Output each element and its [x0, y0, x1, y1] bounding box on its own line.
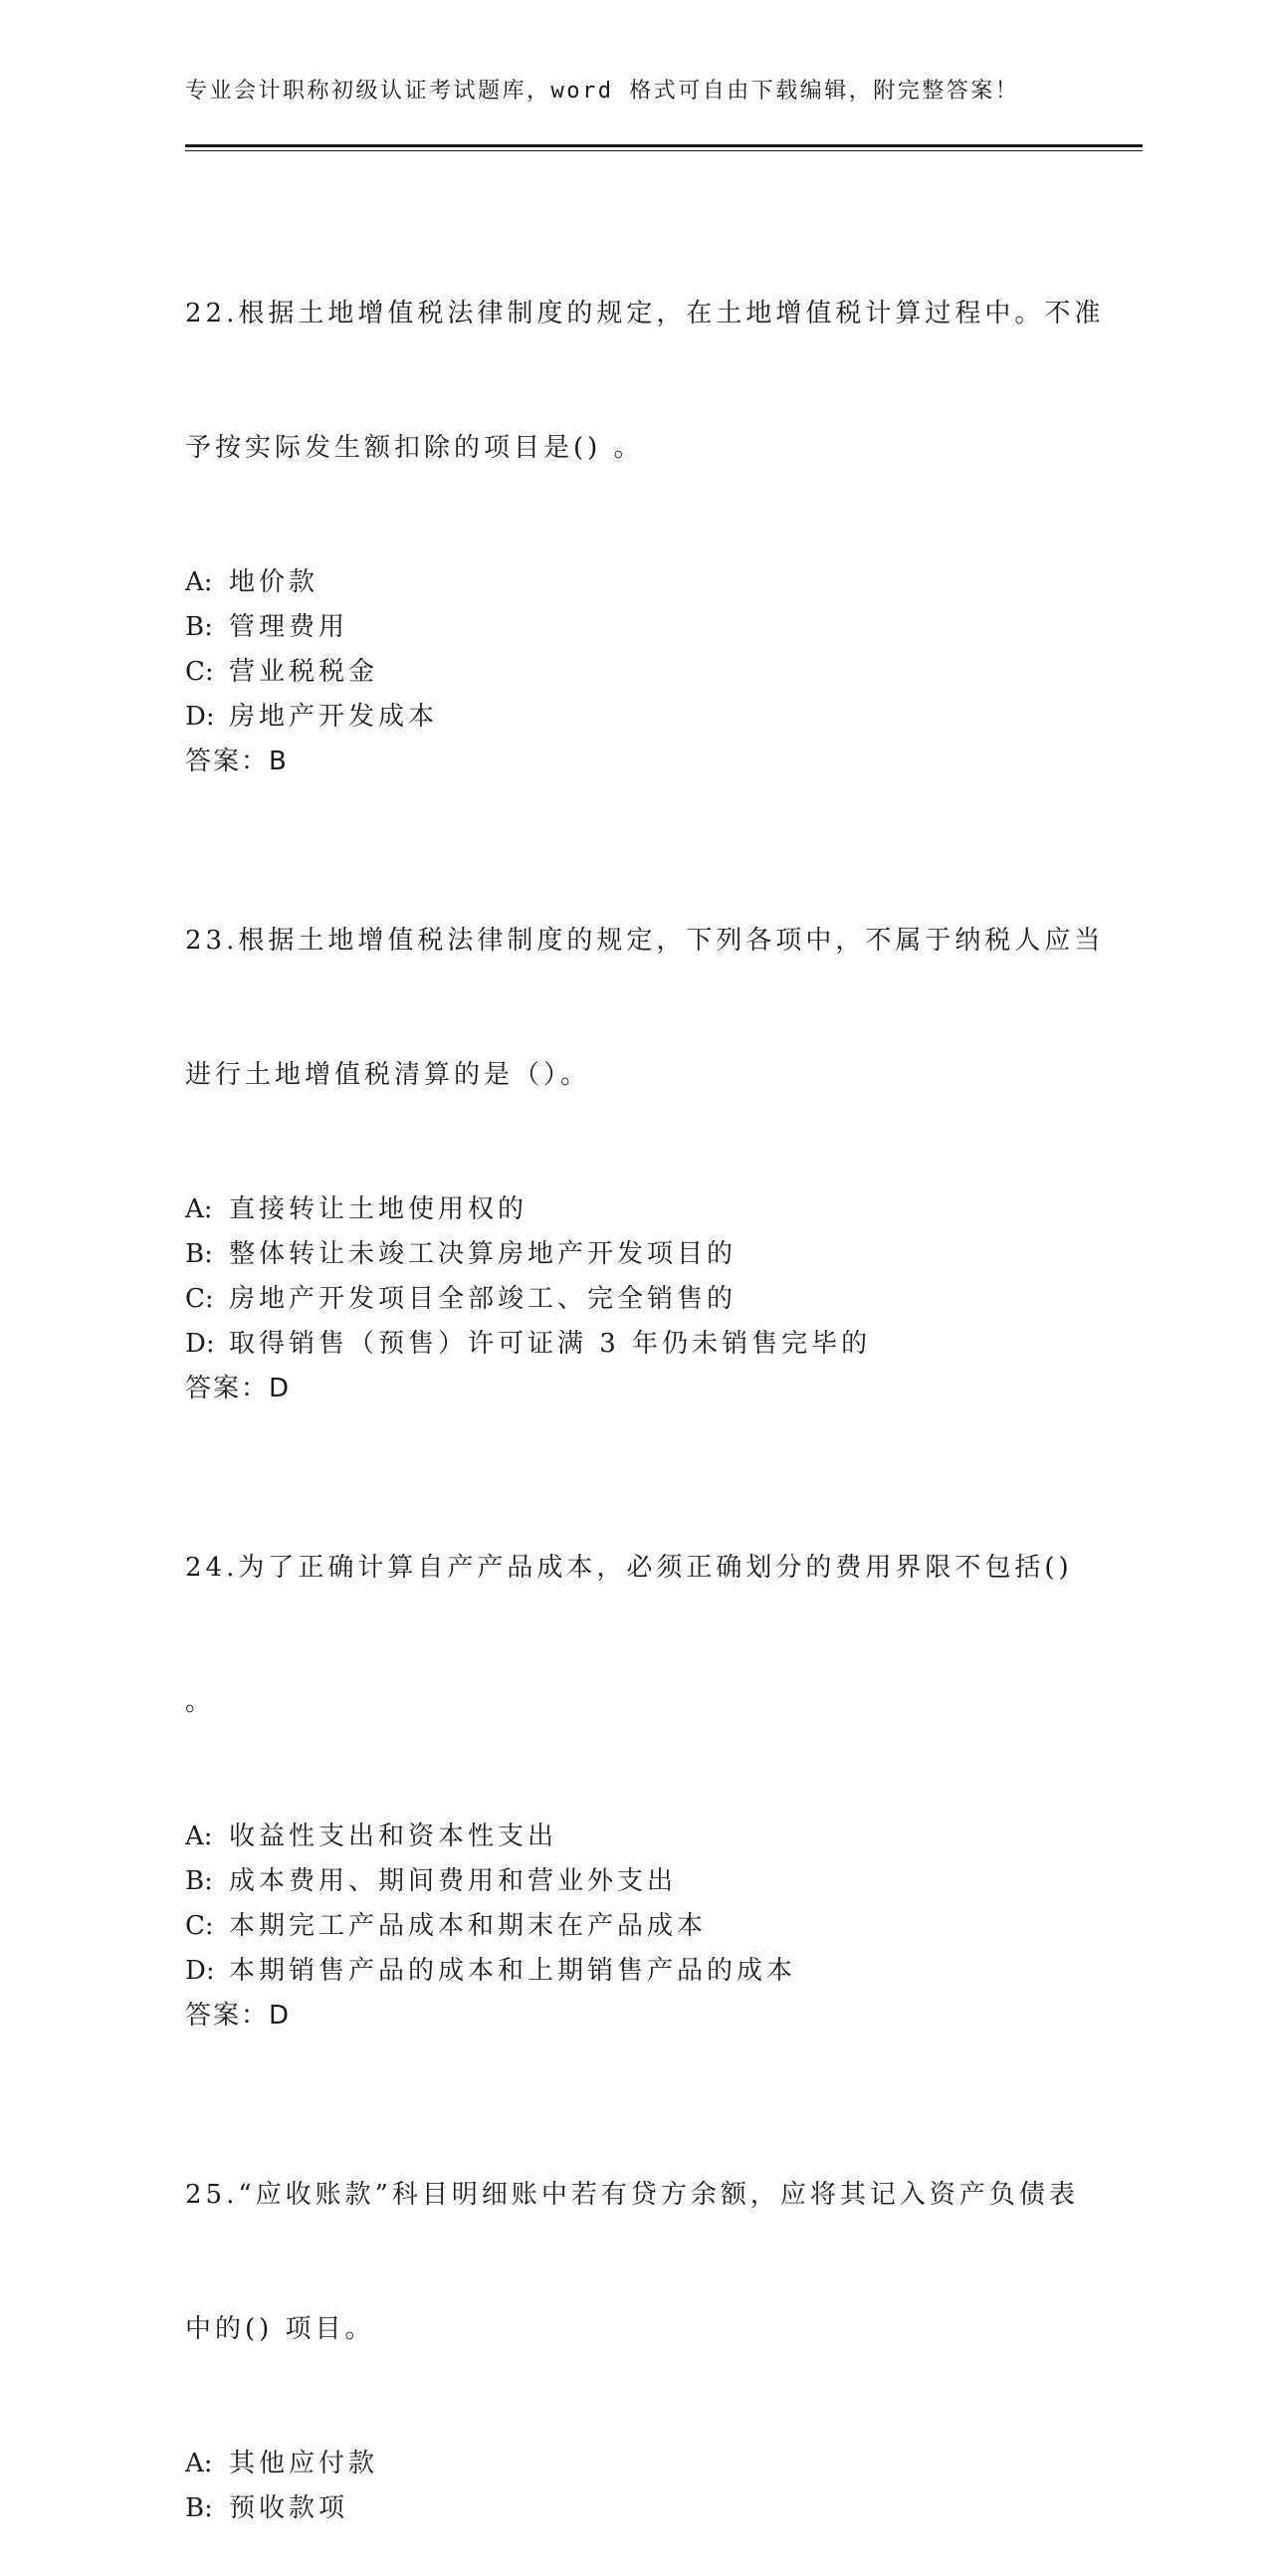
- answer-line: 答案：D: [185, 1374, 292, 1403]
- option-letter: B:: [185, 1239, 213, 1269]
- question-list: [185, 202, 1105, 2576]
- option-text: 整体转让未竣工决算房地产开发项目的: [229, 1239, 738, 1269]
- option-c: [185, 1904, 1081, 1949]
- question-stem: [185, 2083, 1081, 2442]
- option-b: [185, 605, 1081, 650]
- option-letter: A:: [185, 2449, 213, 2478]
- stem-line: 。: [185, 1687, 216, 1717]
- option-text: 收益性支出和资本性支出: [229, 1822, 558, 1851]
- option-text: 房地产开发成本: [229, 702, 439, 732]
- option-d: [185, 1949, 1081, 1994]
- option-letter: C:: [185, 1911, 214, 1941]
- option-a: [185, 1815, 1081, 1859]
- stem-line: 进行土地增值税清算的是（）。: [185, 1060, 591, 1090]
- option-letter: D:: [185, 1329, 215, 1359]
- option-letter: B:: [185, 612, 213, 642]
- option-text: 房地产开发项目全部竣工、完全销售的: [229, 1284, 738, 1314]
- option-d: [185, 1322, 1081, 1367]
- option-text: 成本费用、期间费用和营业外支出: [229, 1866, 678, 1896]
- header-rule-thin: [185, 150, 1143, 151]
- option-text: 直接转让土地使用权的: [229, 1194, 529, 1224]
- option-c: [185, 1277, 1081, 1322]
- question-23: [185, 829, 1105, 1411]
- option-a: [185, 560, 1081, 605]
- option-a: [185, 2442, 1081, 2486]
- option-text: 管理费用: [229, 612, 349, 642]
- stem-line: 25.“应收账款”科目明细账中若有贷方余额，应将其记入资产负债表: [185, 2180, 1079, 2210]
- option-letter: A:: [185, 567, 213, 597]
- option-text: 其他应付款: [229, 2449, 379, 2478]
- option-letter: A:: [185, 1822, 213, 1851]
- option-text: 地价款: [229, 567, 319, 597]
- answer-line: 答案：B: [185, 747, 289, 776]
- stem-line: 24.为了正确计算自产产品成本，必须正确划分的费用界限不包括(): [185, 1553, 1073, 1583]
- option-d: [185, 695, 1081, 740]
- option-text: 本期销售产品的成本和上期销售产品的成本: [229, 1956, 797, 1986]
- header-rule-thick: [185, 144, 1143, 147]
- option-text: 营业税税金: [229, 657, 379, 687]
- option-letter: B:: [185, 1866, 213, 1896]
- option-a: [185, 1187, 1081, 1232]
- option-letter: A:: [185, 1194, 213, 1224]
- page-header: 专业会计职称初级认证考试题库，word 格式可自由下载编辑，附完整答案！: [185, 79, 1020, 104]
- option-b: [185, 2486, 1081, 2531]
- option-text: 本期完工产品成本和期末在产品成本: [229, 1911, 708, 1941]
- question-stem: [185, 1456, 1081, 1815]
- option-text: 预收款项: [229, 2493, 349, 2523]
- option-letter: C:: [185, 657, 214, 687]
- option-letter: C:: [185, 1284, 214, 1314]
- option-b: [185, 1232, 1081, 1277]
- question-22: [185, 202, 1105, 784]
- answer-line: 答案：D: [185, 2001, 292, 2031]
- option-letter: D:: [185, 1956, 215, 1986]
- option-text: 取得销售（预售）许可证满 3 年仍未销售完毕的: [229, 1329, 872, 1359]
- question-25: [185, 2083, 1081, 2531]
- question-stem: [185, 829, 1105, 1187]
- stem-line: 23.根据土地增值税法律制度的规定，下列各项中，不属于纳税人应当: [185, 926, 1105, 956]
- question-24: [185, 1456, 1081, 2039]
- stem-line: 予按实际发生额扣除的项目是() 。: [185, 433, 644, 463]
- stem-line: 中的() 项目。: [185, 2314, 375, 2344]
- option-c: [185, 650, 1081, 695]
- question-stem: [185, 202, 1105, 560]
- stem-line: 22.根据土地增值税法律制度的规定，在土地增值税计算过程中。不准: [185, 299, 1105, 328]
- option-b: [185, 1859, 1081, 1904]
- option-letter: D:: [185, 702, 215, 732]
- option-letter: B:: [185, 2493, 213, 2523]
